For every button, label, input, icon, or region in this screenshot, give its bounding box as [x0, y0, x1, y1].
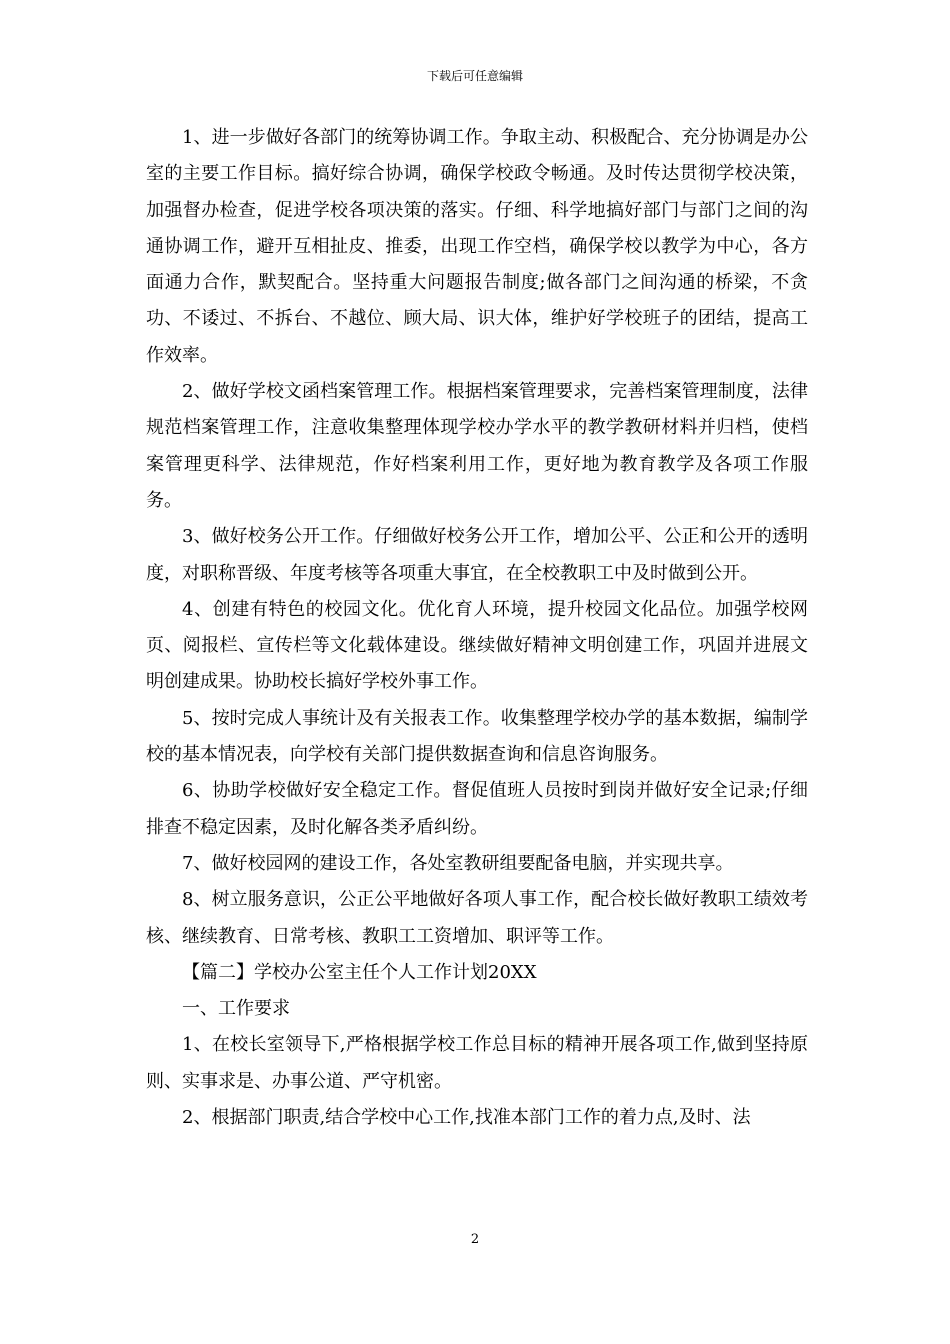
- paragraph-3: 3、做好校务公开工作。仔细做好校务公开工作，增加公平、公正和公开的透明度，对职称晋级、年度考核等各项重大事宜，在全校教职工中及时做到公开。: [146, 526, 808, 584]
- paragraph-4: 4、创建有特色的校园文化。优化育人环境，提升校园文化品位。加强学校网页、阅报栏、宣传栏等文化载体建设。继续做好精神文明创建工作，巩固并进展文明创建成果。协助校长搞好学校外事工作。: [146, 598, 808, 693]
- page-number: 2: [470, 1232, 480, 1247]
- subsection-heading: 一、工作要求: [182, 998, 290, 1020]
- section-heading: 【篇二】学校办公室主任个人工作计划20XX: [182, 961, 537, 983]
- paragraph-8: 8、树立服务意识，公正公平地做好各项人事工作，配合校长做好教职工绩效考核、继续教育、日常考核、教职工工资增加、职评等工作。: [146, 889, 808, 947]
- paragraph-5: 5、按时完成人事统计及有关报表工作。收集整理学校办学的基本数据，编制学校的基本情况表，向学校有关部门提供数据查询和信息咨询服务。: [146, 707, 808, 766]
- paragraph-7: 7、做好校园网的建设工作，各处室教研组要配备电脑，并实现共享。: [182, 852, 734, 874]
- paragraph-req-2: 2、根据部门职责,结合学校中心工作,找准本部门工作的着力点,及时、法: [182, 1107, 751, 1129]
- paragraph-6: 6、协助学校做好安全稳定工作。督促值班人员按时到岗并做好安全记录;仔细排查不稳定因素，及时化解各类矛盾纠纷。: [146, 780, 808, 838]
- document-body: [146, 120, 808, 1136]
- paragraph-1: 1、进一步做好各部门的统筹协调工作。争取主动、积极配合、充分协调是办公室的主要工作目标。搞好综合协调，确保学校政令畅通。及时传达贯彻学校决策，加强督办检查，促进学校各项决策的落实。仔细、科学地搞好部门与部门之间的沟通协调工作，避开互相扯皮、推委，出现工作空档，确保学校以教学为中心，各方面通力合作，默契配合。坚持重大问题报告制度;做各部门之间沟通的桥梁，不贪功、不诿过、不拆台、不越位、顾大局、识大体，维护好学校班子的团结，提高工作效率。: [146, 127, 808, 366]
- paragraph-2: 2、做好学校文函档案管理工作。根据档案管理要求，完善档案管理制度，法律规范档案管理工作，注意收集整理体现学校办学水平的教学教研材料并归档，使档案管理更科学、法律规范，作好档案利用工作，更好地为教育教学及各项工作服务。: [146, 381, 808, 511]
- page-header: 下载后可任意编辑: [426, 69, 523, 83]
- paragraph-req-1: 1、在校长室领导下,严格根据学校工作总目标的精神开展各项工作,做到坚持原则、实事求是、办事公道、严守机密。: [146, 1034, 808, 1092]
